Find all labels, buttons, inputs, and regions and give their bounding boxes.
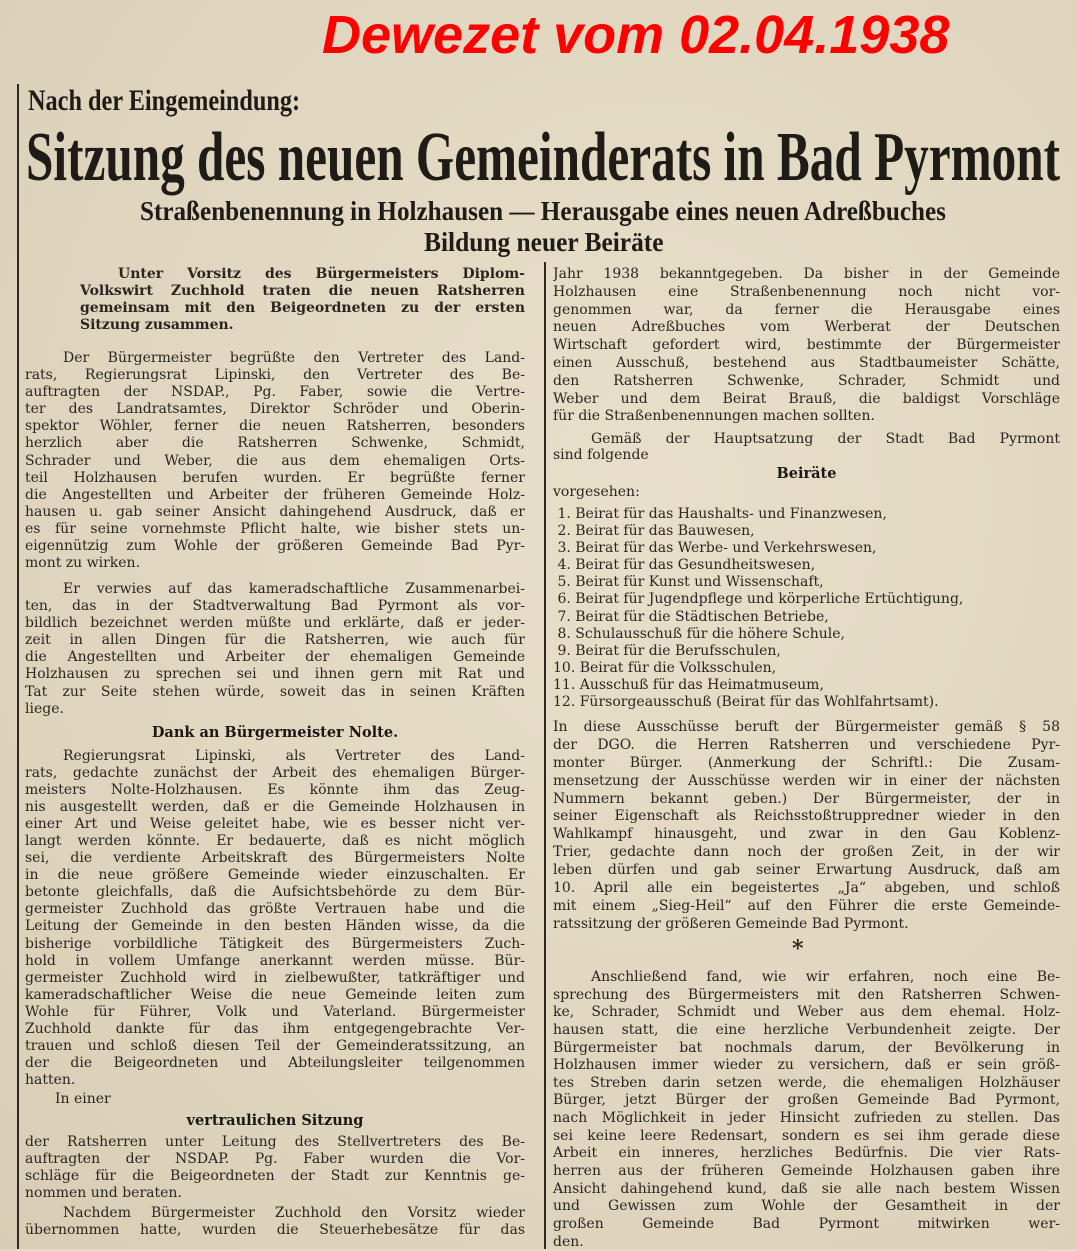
article-subheadline-2: Bildung neuer Beiräte: [424, 227, 664, 257]
text-line: In diese Ausschüsse beruft der Bürgermeister gemäß § 58: [553, 719, 1060, 735]
text-line: der Ratsherren unter Leitung des Stellvertreters des Be-: [25, 1134, 525, 1150]
text-line: langt werden könnte. Er bedauerte, daß es nicht möglich: [25, 833, 525, 850]
intro-paragraph: [80, 266, 525, 334]
text-line: für die Straßenbenennungen machen sollten.: [553, 408, 875, 425]
text-line: eigennützig zum Wohle der größeren Gemeinde Bad Pyr-: [25, 538, 525, 555]
text-line: Holzhausen eine Straßenbenennung noch nicht vor-: [553, 283, 1060, 300]
text-line: ratssitzung der größeren Gemeinde Bad Pyrmont.: [553, 915, 909, 932]
text-line: Arbeit ein inneres, herzliches Bedürfnis. Die vier Rats-: [553, 1145, 1060, 1162]
text-line: sprechung des Bürgermeisters mit den Ratsherren Schwen-: [553, 986, 1060, 1003]
text-line: trauen und schloß diesen Teil der Gemeinderatssitzung, an: [25, 1037, 525, 1054]
text-line: seiner Eigenschaft als Reichsstoßtruppredner wieder in den: [553, 808, 1060, 825]
text-line: Schrader und Weber, die aus dem ehemaligen Orts-: [25, 452, 525, 469]
text-line: mensetzung der Ausschüsse werden wir in einer der nächsten: [553, 772, 1060, 789]
column-divider: [544, 262, 546, 1249]
text-line: herren aus der früheren Gemeinde Holzhausen gaben ihre: [553, 1163, 1060, 1180]
text-line: bildlich bezeichnet werden müßte und erklärte, daß er jeder-: [25, 615, 525, 632]
text-line: tes Streben darin setzen werde, die ehemaligen Holzhäuser: [553, 1074, 1060, 1091]
text-line: der die Beigeordneten und Abteilungsleiter teilgenommen: [25, 1054, 525, 1071]
text-line: monter Bürger. (Anmerkung der Schriftl.: Die Zusam-: [553, 754, 1060, 771]
paragraph: [25, 1134, 525, 1202]
left-border-rule: [17, 84, 19, 1249]
text-line: kameradschaftlicher Weise die neue Gemeinde leiten zum: [25, 986, 525, 1003]
paragraph: [553, 431, 1060, 463]
list-item: 4. Beirat für das Gesundheitswesen,: [553, 557, 816, 574]
text-line: Anschließend fand, wie wir erfahren, noch eine Be-: [591, 969, 1060, 985]
text-line: liege.: [25, 700, 64, 717]
text-line: hausen u. gab seiner Ansicht dahingehend Ausdruck, daß er: [25, 503, 525, 520]
text-line: Wahlkampf hinausgeht, und zwar in den Gau Koblenz-: [553, 826, 1060, 843]
text-line: germeister Zuchhold wird in zielbewußter, tatkräftiger und: [25, 969, 525, 986]
text-line: meisters Nolte-Holzhausen. Es könnte ihm das Zeug-: [25, 782, 525, 799]
list-item: 1. Beirat für das Haushalts- und Finanzwesen,: [553, 506, 887, 522]
text-line: nis ausgestellt werden, daß er die Gemeinde Holzhausen in: [25, 799, 525, 816]
text-line: Gemäß der Hauptsatzung der Stadt Bad Pyrmont: [591, 431, 1060, 447]
text-line: 10. April alle ein begeistertes „Ja“ abgeben, und schloß: [553, 880, 1060, 897]
text-line: großen Gemeinde Bad Pyrmont mitwirken wer-: [553, 1215, 1060, 1232]
text-line: ke, Schrader, Schmidt und Weber aus dem ehemal. Holz-: [553, 1004, 1060, 1021]
text-line: ter des Landratsamtes, Direktor Schröder und Oberin-: [25, 401, 525, 418]
text-line: Nachdem Bürgermeister Zuchhold den Vorsitz wieder: [63, 1205, 525, 1221]
text-line: bisherige vorbildliche Tätigkeit des Bürgermeisters Zuch-: [25, 935, 525, 952]
text-line: Der Bürgermeister begrüßte den Vertreter des Land-: [63, 350, 525, 366]
text-line: neuen Adreßbuches vom Werberat der Deutschen: [553, 319, 1060, 336]
list-item: 5. Beirat für Kunst und Wissenschaft,: [553, 574, 824, 591]
text-line: den Ratsherren Schwenke, Schrader, Schmidt und: [553, 372, 1060, 389]
text-line: Tat zur Seite stehen würde, soweit das in seinen Kräften: [25, 683, 525, 700]
section-heading: vertraulichen Sitzung: [186, 1112, 364, 1129]
paragraph: [553, 266, 1060, 426]
text-line: einen Ausschuß, bestehend aus Stadtbaumeister Schätte,: [553, 354, 1060, 371]
list-item: 8. Schulausschuß für die höhere Schule,: [553, 625, 845, 642]
article-headline: Sitzung des neuen Gemeinderats in Bad Pyrmont: [26, 119, 1061, 196]
text-line: nommen und beraten.: [25, 1185, 182, 1201]
text-line: zeit in allen Dingen für die Ratsherren, wie auch für: [25, 632, 525, 649]
text-line: teil Holzhausen berufen wurden. Er begrüßte ferner: [25, 469, 525, 486]
text-line: und Gewissen zum Wohle der Gesamtheit in der: [553, 1198, 1060, 1215]
paragraph: [25, 1205, 525, 1239]
source-date-label: Dewezet vom 02.04.1938: [322, 5, 950, 65]
text-line: ten, das in der Stadtverwaltung Bad Pyrmont als vor-: [25, 598, 525, 615]
article-kicker: Nach der Eingemeindung:: [28, 84, 301, 117]
text-line: Jahr 1938 bekanntgegeben. Da bisher in der Gemeinde: [553, 266, 1060, 282]
text-line: der DGO. die Herren Ratsherren und verschiedene Pyr-: [553, 736, 1060, 753]
text-line: leben dürfen und gab seiner Erwartung Ausdruck, daß am: [553, 862, 1060, 879]
text-line: genommen war, da ferner die Herausgabe eines: [553, 301, 1060, 318]
paragraph: [553, 719, 1060, 934]
text-line: rats, gedachte zunächst der Arbeit des ehemaligen Bürger-: [25, 765, 525, 782]
text-line: Regierungsrat Lipinski, als Vertreter des Land-: [63, 748, 525, 764]
list-item: 3. Beirat für das Werbe- und Verkehrswesen,: [553, 540, 877, 557]
paragraph: [25, 581, 525, 718]
text-line: die Angestellten und Arbeiter der früheren Gemeinde Holz-: [25, 486, 525, 503]
text-line: Leitung der Gemeinde in den besten Händen wisse, da die: [25, 918, 525, 935]
separator-asterisk: *: [792, 936, 804, 962]
text-line: Wohle für Führer, Volk und Vaterland. Bürgermeister: [25, 1003, 525, 1020]
list-item: 10. Beirat für die Volksschulen,: [553, 659, 777, 676]
text-line: übernommen hatte, wurden die Steuerhebesätze für das: [25, 1222, 525, 1238]
list-item: 12. Fürsorgeausschuß (Beirat für das Wohlfahrtsamt).: [553, 694, 939, 711]
list-item: 7. Beirat für die Städtischen Betriebe,: [553, 608, 829, 625]
text-line: rats, Regierungsrat Lipinski, den Vertreter des Be-: [25, 367, 525, 384]
text-line: Zuchhold dankte für das ihm entgegengebrachte Ver-: [25, 1020, 525, 1037]
text-line: Bürger, jetzt Bürger der großen Gemeinde Bad Pyrmont,: [553, 1092, 1060, 1109]
text-line: Trier, gedachte dann noch der großen Zeit, in der wir: [553, 844, 1060, 861]
list-item: 9. Beirat für die Berufsschulen,: [553, 642, 781, 659]
paragraph: [25, 748, 525, 1089]
text-line: mont zu wirken.: [25, 555, 141, 572]
text-line: hatten.: [25, 1071, 76, 1088]
text-line: Sitzung zusammen.: [80, 317, 234, 333]
text-line: Volkswirt Zuchhold traten die neuen Ratsherren: [80, 283, 525, 299]
text-line: Holzhausen immer wieder zu versichern, daß er sein größ-: [553, 1057, 1060, 1074]
text-line: sei, die verdiente Arbeitskraft des Bürgermeisters Nolte: [25, 850, 525, 867]
text-line: betonte gleichfalls, daß die Aufsichtsbehörde zu dem Bür-: [25, 884, 525, 901]
text-line: die Angestellten und Arbeiter der ehemaligen Gemeinde: [25, 649, 525, 666]
text-line: Bürgermeister bat nochmals darum, der Bevölkerung in: [553, 1039, 1060, 1056]
article-subheadline: Straßenbenennung in Holzhausen — Herausgabe eines neuen Adreßbuches: [140, 196, 946, 226]
paragraph: [553, 969, 1060, 1251]
section-heading: Dank an Bürgermeister Nolte.: [151, 724, 399, 741]
text-line: hausen statt, die eine herzliche Verbundenheit zeigte. Der: [553, 1021, 1060, 1038]
text-line: Weber und dem Beirat Brauß, die baldigst Vorschläge: [553, 390, 1060, 407]
paragraph-lead: In einer: [55, 1091, 111, 1107]
boards-list: [553, 506, 1060, 711]
text-line: einer Art und Weise geleitet habe, wie es besser nicht ver-: [25, 816, 525, 833]
text-line: Er verwies auf das kameradschaftliche Zusammenarbei-: [63, 581, 525, 597]
text-line: gemeinsam mit den Beigeordneten zu der ersten: [80, 300, 525, 316]
text-line: in die neue größere Gemeinde wieder einzuschalten. Er: [25, 867, 525, 884]
text-line: den.: [553, 1233, 584, 1250]
text-line: Nummern bekannt geben.) Der Bürgermeister, der in: [553, 790, 1060, 807]
list-item: 2. Beirat für das Bauwesen,: [553, 523, 755, 540]
text-line: herzlich aber die Ratsherren Schwenke, Schmidt,: [25, 435, 525, 452]
text-line: Holzhausen zu sprechen sei und ihnen gern mit Rat und: [25, 666, 525, 683]
paragraph-lead: vorgesehen:: [553, 484, 640, 500]
list-item: 11. Ausschuß für das Heimatmuseum,: [553, 676, 824, 693]
text-line: auftragten der NSDAP. Pg. Faber wurden die Vor-: [25, 1151, 525, 1167]
text-line: hold in vollem Umfange anerkannt werden müsse. Bür-: [25, 952, 525, 969]
paragraph: [25, 350, 525, 572]
text-line: Ansicht dahingehend kund, daß sie alle nach bestem Wissen: [553, 1180, 1060, 1197]
text-line: nach Möglichkeit in jeder Hinsicht zufrieden zu stellen. Das: [553, 1110, 1060, 1127]
text-line: es für seine vornehmste Pflicht halte, wie bisher stets un-: [25, 520, 525, 537]
text-line: sei keine leere Redensart, sondern es sei ihm gerade diese: [553, 1127, 1060, 1144]
text-line: mit einem „Sieg-Heil“ auf den Führer die erste Gemeinde-: [553, 897, 1060, 914]
text-line: auftragten der NSDAP., Pg. Faber, sowie die Vertre-: [25, 384, 525, 401]
text-line: schläge für die Beigeordneten der Stadt zur Kenntnis ge-: [25, 1168, 525, 1184]
section-heading: Beiräte: [776, 465, 837, 482]
text-line: sind folgende: [553, 447, 649, 463]
list-item: 6. Beirat für Jugendpflege und körperliche Ertüchtigung,: [553, 591, 964, 608]
text-line: spektor Wöhler, ferner die neuen Ratsherren, besonders: [25, 418, 525, 435]
text-line: Wirtschaft gefordert wird, bestimmte der Bürgermeister: [553, 337, 1060, 354]
text-line: germeister Zuchhold das größte Vertrauen habe und die: [25, 901, 525, 918]
text-line: Unter Vorsitz des Bürgermeisters Diplom-: [118, 266, 525, 282]
